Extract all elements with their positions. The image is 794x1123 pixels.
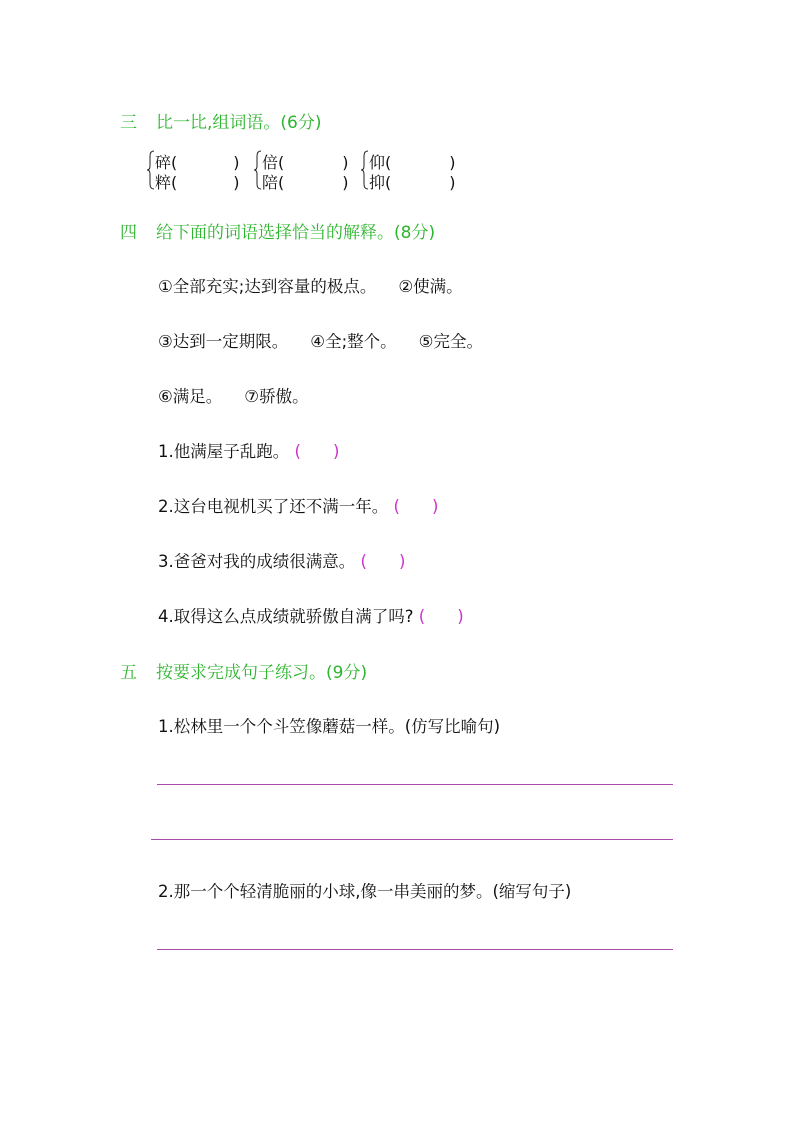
option-7: ⑦骄傲。 xyxy=(244,387,309,406)
answer-line[interactable] xyxy=(157,784,673,785)
char-3-top: 仰( xyxy=(369,153,392,172)
char-1-top-close: ) xyxy=(233,153,240,172)
char-2-top: 倍( xyxy=(262,153,285,172)
question-text: 1.他满屋子乱跑。 xyxy=(158,442,290,461)
answer-blank[interactable]: ( ) xyxy=(418,607,464,626)
question-text: 2.这台电视机买了还不满一年。 xyxy=(158,497,389,516)
char-2-bottom: 陪( xyxy=(262,173,285,192)
char-3-top-close: ) xyxy=(449,153,456,172)
answer-blank[interactable]: ( ) xyxy=(360,552,406,571)
section-4-number: 四 xyxy=(120,223,137,243)
char-1-top: 碎( xyxy=(155,153,178,172)
question-4-4 xyxy=(158,603,464,627)
char-group-2 xyxy=(253,150,357,192)
options-line-3 xyxy=(158,383,309,407)
brace-icon xyxy=(253,150,262,190)
question-text: 4.取得这么点成绩就骄傲自满了吗? xyxy=(158,607,414,626)
question-5-2 xyxy=(158,878,571,902)
question-5-1 xyxy=(158,713,500,737)
brace-icon xyxy=(360,150,369,190)
brace-icon xyxy=(146,150,155,190)
option-5: ⑤完全。 xyxy=(418,332,483,351)
question-text: 2.那一个个轻清脆丽的小球,像一串美丽的梦。(缩写句子) xyxy=(158,882,572,901)
char-3-bottom: 抑( xyxy=(369,173,392,192)
question-4-2 xyxy=(158,493,438,517)
options-line-1 xyxy=(158,273,463,297)
section-4-heading xyxy=(120,218,435,243)
section-3-number: 三 xyxy=(120,113,137,133)
char-1-bottom: 粹( xyxy=(155,173,178,192)
section-5-heading xyxy=(120,658,367,683)
option-4: ④全;整个。 xyxy=(310,332,397,351)
char-1-bottom-close: ) xyxy=(233,173,240,192)
answer-line[interactable] xyxy=(157,949,673,950)
question-4-1 xyxy=(158,438,339,462)
section-3-heading xyxy=(120,108,321,133)
option-6: ⑥满足。 xyxy=(158,387,223,406)
options-line-2 xyxy=(158,328,483,352)
char-2-bottom-close: ) xyxy=(342,173,349,192)
answer-line[interactable] xyxy=(151,839,673,840)
question-4-3 xyxy=(158,548,405,572)
char-3-bottom-close: ) xyxy=(449,173,456,192)
section-4-title: 给下面的词语选择恰当的解释。(8分) xyxy=(156,223,436,243)
answer-blank[interactable]: ( ) xyxy=(294,442,340,461)
char-group-1 xyxy=(146,150,250,192)
char-group-3 xyxy=(360,150,464,192)
section-5-number: 五 xyxy=(120,663,137,683)
section-5-title: 按要求完成句子练习。(9分) xyxy=(156,663,368,683)
char-2-top-close: ) xyxy=(342,153,349,172)
option-1: ①全部充实;达到容量的极点。 xyxy=(158,277,377,296)
question-text: 3.爸爸对我的成绩很满意。 xyxy=(158,552,356,571)
question-text: 1.松林里一个个斗笠像蘑菇一样。(仿写比喻句) xyxy=(158,717,501,736)
option-2: ②使满。 xyxy=(398,277,463,296)
answer-blank[interactable]: ( ) xyxy=(393,497,439,516)
section-3-title: 比一比,组词语。(6分) xyxy=(156,113,322,133)
option-3: ③达到一定期限。 xyxy=(158,332,289,351)
